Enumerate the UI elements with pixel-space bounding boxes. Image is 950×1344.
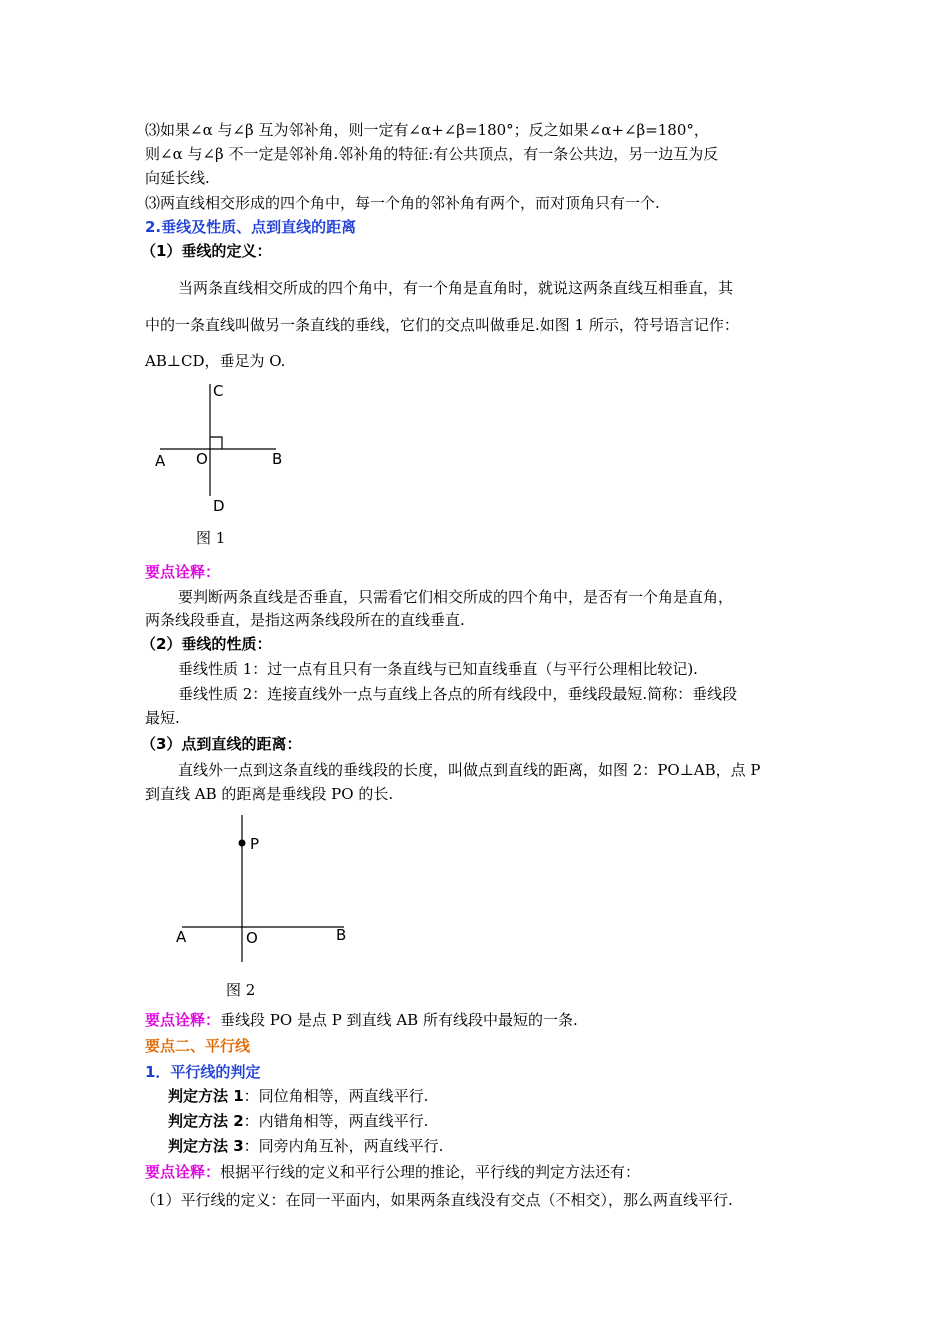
label-o: O <box>246 929 258 947</box>
method-line <box>168 1085 428 1107</box>
subheading-perp-properties: （2）垂线的性质： <box>141 635 272 653</box>
note-text: 垂线段 PO 是点 P 到直线 AB 所有线段中最短的一条. <box>220 1011 578 1029</box>
label-d: D <box>213 497 225 515</box>
method-label: 判定方法 3 <box>168 1137 244 1155</box>
label-a: A <box>176 928 187 946</box>
label-b: B <box>272 450 283 468</box>
label-a: A <box>155 452 166 470</box>
subheading-parallel-judgment: 1．平行线的判定 <box>145 1063 261 1081</box>
paragraph-line: 垂线性质 1：过一点有且只有一条直线与已知直线垂直（与平行公理相比较记). <box>178 660 698 678</box>
note-text: 根据平行线的定义和平行公理的推论，平行线的判定方法还有： <box>220 1163 641 1181</box>
paragraph-line: 中的一条直线叫做另一条直线的垂线，它们的交点叫做垂足.如图 1 所示，符号语言记作： <box>145 316 739 334</box>
label-c: C <box>213 382 224 400</box>
method-text: ：内错角相等，两直线平行. <box>243 1112 429 1130</box>
paragraph-line: （1）平行线的定义：在同一平面内，如果两条直线没有交点（不相交），那么两直线平行. <box>141 1191 733 1209</box>
method-text: ：同旁内角互补，两直线平行. <box>243 1137 444 1155</box>
figure-1 <box>140 376 320 551</box>
method-text: ：同位角相等，两直线平行. <box>243 1087 429 1105</box>
paragraph-line: 直线外一点到这条直线的垂线段的长度，叫做点到直线的距离，如图 2：PO⊥AB，点 P <box>178 761 761 779</box>
method-line <box>168 1135 443 1157</box>
figure-caption: 图 2 <box>226 981 256 999</box>
subheading-distance: （3）点到直线的距离： <box>141 735 302 753</box>
paragraph-line: 要判断两条直线是否垂直，只需看它们相交所成的四个角中，是否有一个角是直角， <box>178 588 734 606</box>
note-label: 要点诠释： <box>145 1163 221 1181</box>
note-label: 要点诠释： <box>145 1011 221 1029</box>
label-b: B <box>336 926 347 944</box>
section-heading-key2: 要点二、平行线 <box>145 1037 251 1055</box>
paragraph-line: ⑶如果∠α 与∠β 互为邻补角，则一定有∠α+∠β=180°；反之如果∠α+∠β=180°， <box>145 121 709 139</box>
figure-caption: 图 1 <box>196 529 226 547</box>
method-label: 判定方法 2 <box>168 1112 244 1130</box>
label-o: O <box>196 450 208 468</box>
note-label: 要点诠释： <box>145 563 221 581</box>
paragraph-line: 当两条直线相交所成的四个角中，有一个角是直角时，就说这两条直线互相垂直，其 <box>178 279 734 297</box>
label-p: P <box>250 835 260 853</box>
section-heading-perpendicular: 2.垂线及性质、点到直线的距离 <box>145 218 357 236</box>
right-angle-mark <box>210 437 222 449</box>
paragraph-line: ⑶两直线相交形成的四个角中，每一个角的邻补角有两个，而对顶角只有一个. <box>145 194 660 212</box>
method-line <box>168 1110 428 1132</box>
point-p <box>239 840 246 847</box>
paragraph-line: AB⊥CD，垂足为 O. <box>145 352 286 370</box>
paragraph-line: 则∠α 与∠β 不一定是邻补角.邻补角的特征:有公共顶点，有一条公共边，另一边互为反 <box>145 145 719 163</box>
figure-2 <box>170 810 370 1005</box>
note-line <box>145 1161 640 1183</box>
paragraph-line: 向延长线. <box>145 169 210 187</box>
paragraph-line: 垂线性质 2：连接直线外一点与直线上各点的所有线段中，垂线段最短.简称：垂线段 <box>178 685 738 703</box>
paragraph-line: 两条线段垂直，是指这两条线段所在的直线垂直. <box>145 611 465 629</box>
subheading-perp-definition: （1）垂线的定义： <box>141 242 272 260</box>
note-line <box>145 1009 578 1031</box>
method-label: 判定方法 1 <box>168 1087 244 1105</box>
paragraph-line: 到直线 AB 的距离是垂线段 PO 的长. <box>145 785 394 803</box>
paragraph-line: 最短. <box>145 709 180 727</box>
